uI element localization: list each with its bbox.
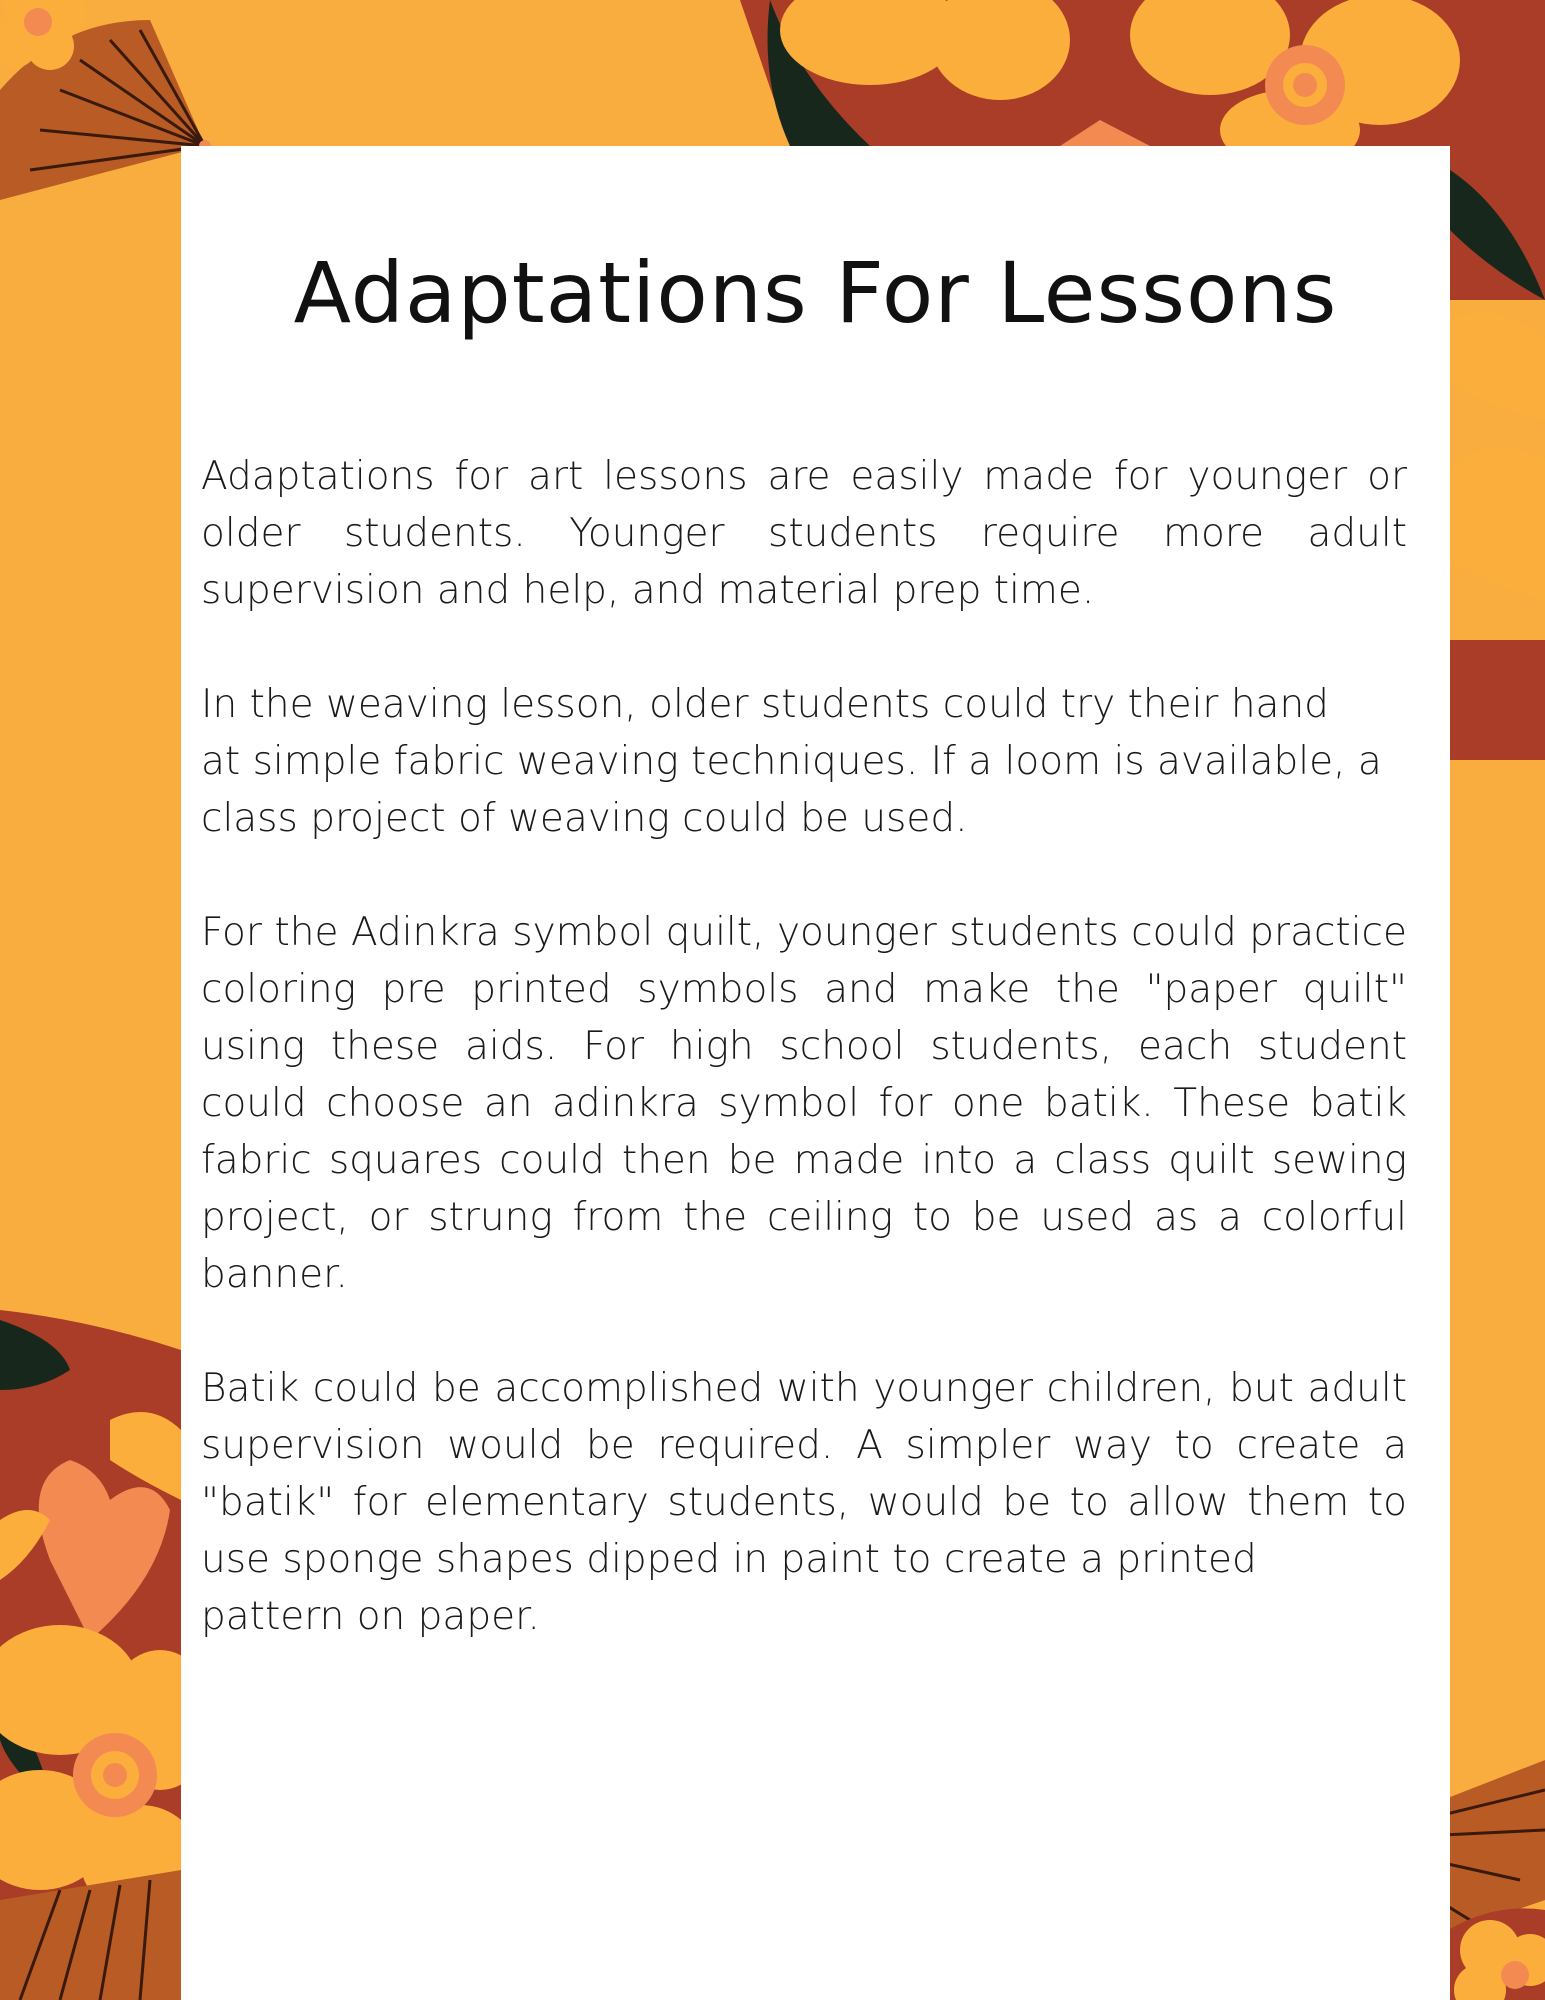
paragraph-weaving-lesson: In the weaving lesson, older students could try their hand at simple fabric weaving techniques. If a loom is available, a class project of weaving could be used. [201,682,1382,841]
paragraph-adinkra-quilt: For the Adinkra symbol quilt, younger students could practice coloring pre printed symbols and make the "paper quilt" using these aids. For high school students, each student could choose an adinkra symbol for one batik. These batik fabric squares could then be made into a class quilt sewing project, or strung from the ceiling to be used as a colorful banner. [201,910,1407,1297]
document-body [201,448,1407,1702]
document-page [181,146,1450,2000]
page-title: Adaptations For Lessons [293,244,1338,342]
paragraph-adaptations-intro: Adaptations for art lessons are easily made for younger or older students. Younger students require more adult supervision and help, and material prep time. [201,454,1407,613]
paragraph-batik: Batik could be accomplished with younger children, but adult supervision would be required. A simpler way to create a "batik" for elementary students, would be to allow them to use sponge shapes dipped in paint to create a printed pattern on paper. [201,1366,1407,1639]
